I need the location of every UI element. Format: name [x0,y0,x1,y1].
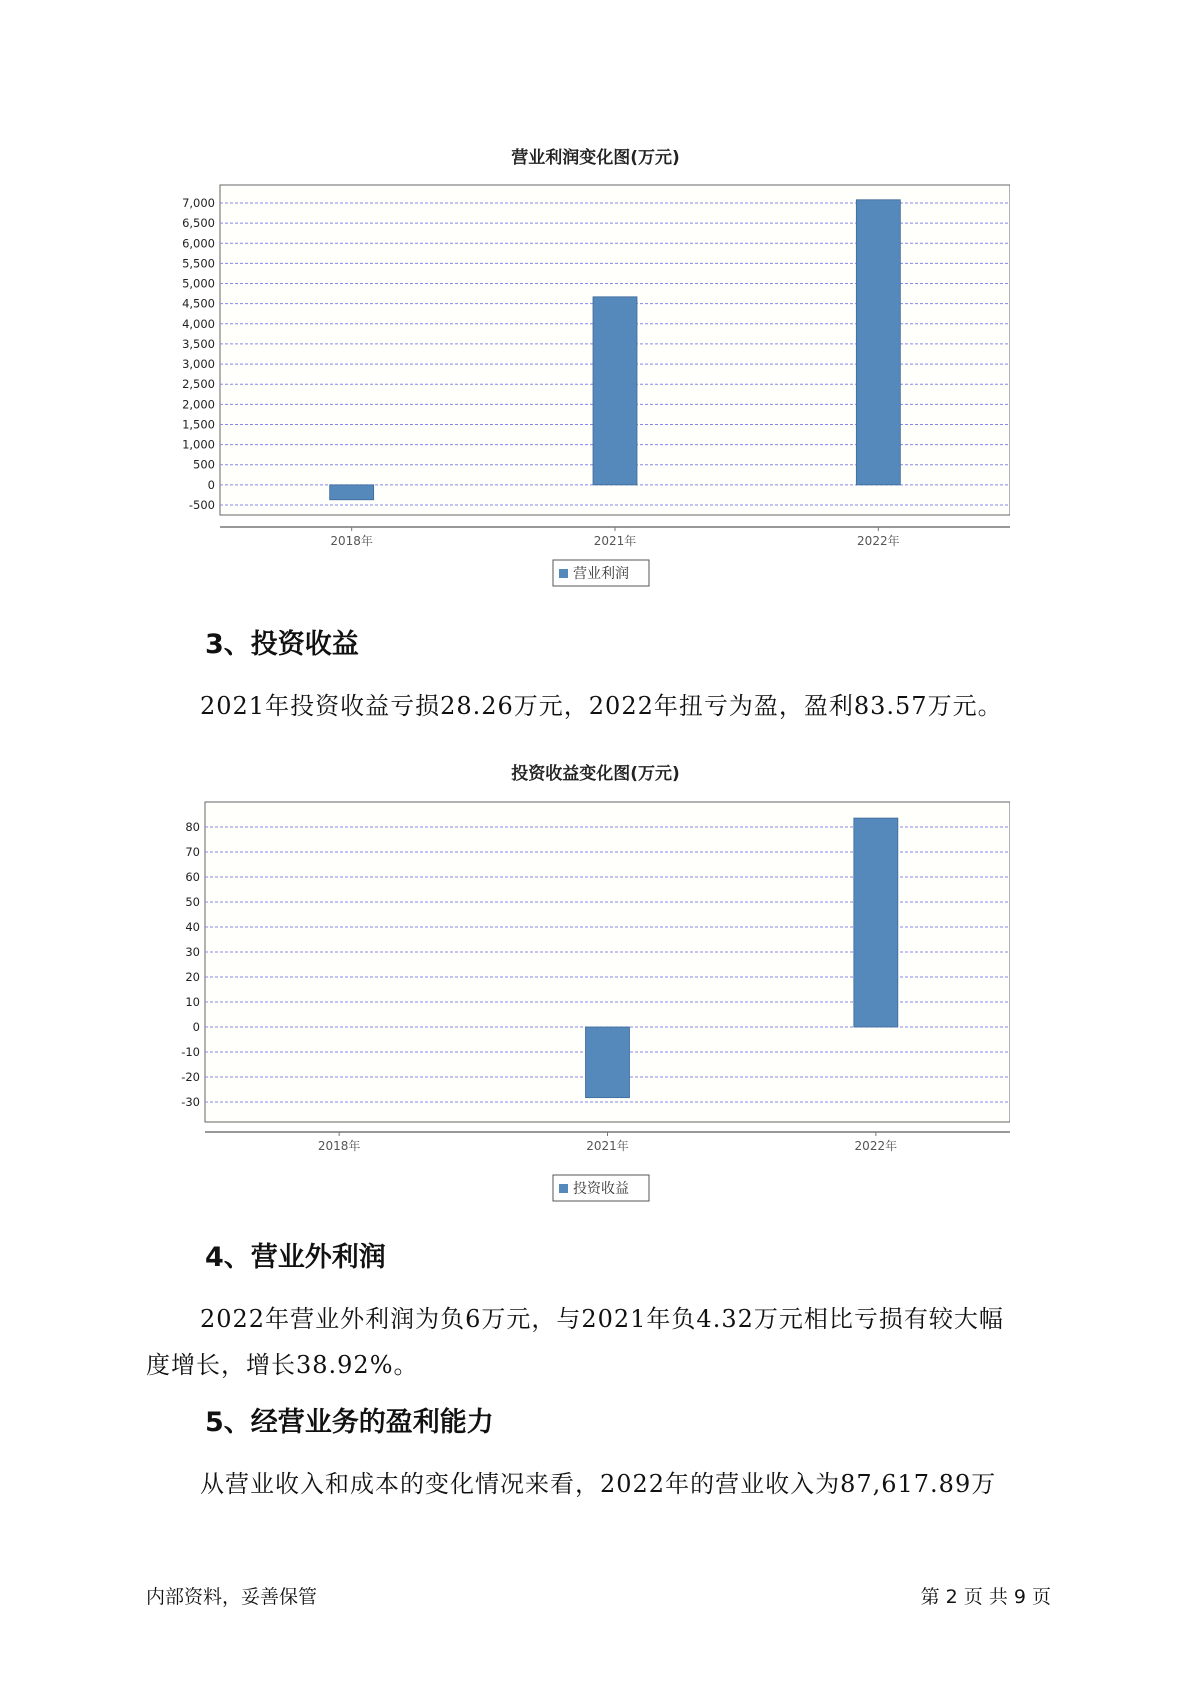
y-tick-label: 2,500 [182,377,215,392]
legend-swatch [559,1184,568,1193]
y-tick-label: 1,000 [182,437,215,452]
section-heading: 4、营业外利润 [205,1242,386,1273]
y-tick-label: -20 [181,1070,200,1084]
y-tick-label: 70 [185,845,200,859]
x-tick-label: 2018年 [330,534,373,548]
section-paragraph-line: 2022年营业外利润为负6万元，与2021年负4.32万元相比亏损有较大幅 [200,1305,1004,1333]
section-paragraph-line: 度增长，增长38.92%。 [146,1351,419,1379]
bar [586,1027,630,1098]
y-tick-label: 60 [185,870,200,884]
section-paragraph: 从营业收入和成本的变化情况来看，2022年的营业收入为87,617.89万 [200,1470,997,1498]
y-tick-label: 6,000 [182,236,215,251]
bar [330,485,374,500]
x-tick-label: 2021年 [593,534,637,548]
operating-profit-chart [150,175,1010,595]
legend [553,560,649,586]
y-tick-label: 20 [185,970,200,984]
y-tick-label: 500 [193,457,215,472]
bar [593,297,637,485]
y-tick-label: 7,000 [182,196,215,210]
chart-title: 营业利润变化图(万元) [511,148,680,168]
bar [856,200,900,485]
section-heading: 5、经营业务的盈利能力 [205,1407,494,1438]
y-tick-label: 1,500 [182,417,215,432]
x-tick-label: 2022年 [854,1139,898,1153]
y-tick-label: 10 [185,995,200,1009]
y-tick-label: 6,500 [182,216,215,231]
y-tick-label: 4,000 [182,316,215,331]
x-tick-label: 2018年 [317,1139,361,1153]
y-tick-label: -30 [181,1095,200,1109]
x-tick-label: 2022年 [857,534,900,548]
y-tick-label: 3,000 [182,357,215,372]
chart-title: 投资收益变化图(万元) [511,764,680,784]
y-tick-label: 50 [185,895,200,909]
y-tick-label: 30 [185,945,200,959]
y-tick-label: 4,500 [182,296,215,311]
legend-swatch [559,569,568,578]
footer-confidential-note: 内部资料，妥善保管 [146,1586,318,1608]
y-tick-label: 5,500 [182,256,215,271]
y-tick-label: 0 [192,1020,200,1034]
footer-page-number: 第 2 页 共 9 页 [920,1586,1051,1608]
y-tick-label: 5,000 [182,276,215,291]
legend [553,1175,649,1201]
bar [854,818,898,1027]
y-tick-label: -10 [181,1045,200,1059]
y-tick-label: 2,000 [182,397,215,412]
section-heading: 3、投资收益 [205,629,359,660]
investment-income-chart [150,790,1010,1210]
x-tick-label: 2021年 [586,1139,629,1153]
legend-label: 营业利润 [573,566,629,582]
y-tick-label: 80 [185,820,200,834]
section-paragraph: 2021年投资收益亏损28.26万元，2022年扭亏为盈，盈利83.57万元。 [200,692,1003,720]
legend-label: 投资收益 [573,1181,629,1197]
y-tick-label: 40 [185,920,200,934]
y-tick-label: 0 [207,477,215,492]
y-tick-label: 3,500 [182,336,215,351]
y-tick-label: -500 [188,498,215,512]
